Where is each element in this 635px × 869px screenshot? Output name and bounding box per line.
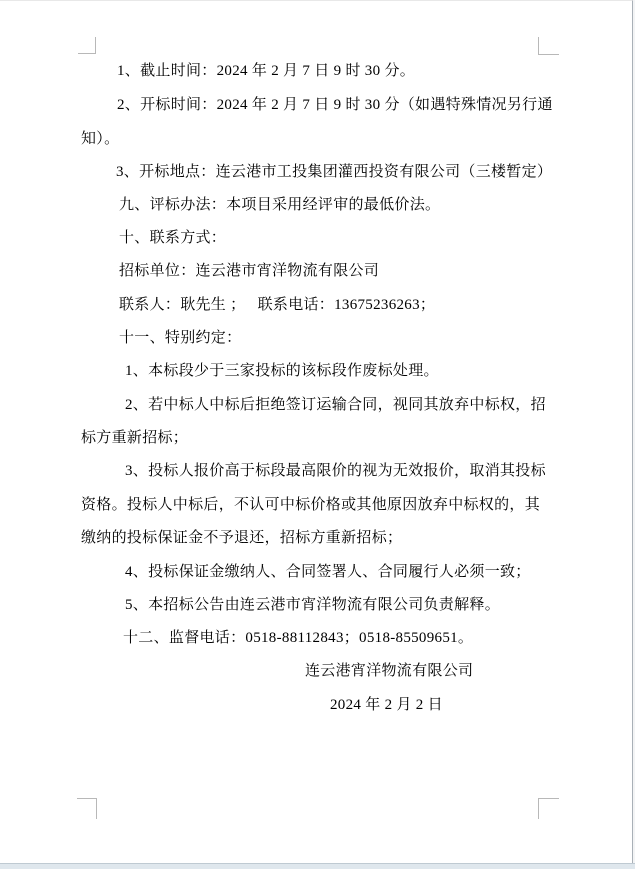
margin-corner-mark-bottom-left (77, 798, 97, 819)
doc-line-signature-date: 2024 年 2 月 2 日 (330, 697, 443, 713)
margin-corner-mark-bottom-right (538, 798, 559, 819)
doc-line-term-1: 1、本标段少于三家投标的该标段作废标处理。 (125, 363, 439, 379)
doc-line-special-terms-head: 十一、特别约定： (119, 330, 242, 346)
doc-line-term-3-cont-1: 资格。投标人中标后，不认可中标价格或其他原因放弃中标权的，其 (81, 497, 541, 513)
doc-line-open-location: 3、开标地点：连云港市工投集团灌西投资有限公司（三楼暂定） (116, 164, 553, 180)
doc-line-evaluation-method: 九、评标办法：本项目采用经评审的最低价法。 (119, 197, 441, 213)
doc-line-open-time-cont: 知）。 (81, 131, 120, 147)
margin-corner-mark-top-left (78, 37, 96, 54)
doc-line-open-time: 2、开标时间：2024 年 2 月 7 日 9 时 30 分（如遇特殊情况另行通 (117, 97, 553, 113)
doc-line-signature-company: 连云港宵洋物流有限公司 (305, 663, 474, 679)
doc-line-term-5: 5、本招标公告由连云港市宵洋物流有限公司负责解释。 (125, 597, 501, 613)
doc-line-term-4: 4、投标保证金缴纳人、合同签署人、合同履行人必须一致； (125, 564, 531, 580)
doc-line-contact-heading: 十、联系方式： (119, 230, 227, 246)
doc-line-contact-person: 联系人：耿先生 ； 联系电话：13675236263； (119, 297, 436, 313)
doc-line-tender-unit: 招标单位：连云港市宵洋物流有限公司 (119, 263, 380, 279)
doc-line-term-3: 3、投标人报价高于标段最高限价的视为无效报价，取消其投标 (125, 463, 546, 479)
doc-line-supervise-phone: 十二、监督电话：0518-88112843；0518-85509651。 (123, 630, 474, 646)
doc-line-term-2: 2、若中标人中标后拒绝签订运输合同，视同其放弃中标权，招 (125, 397, 546, 413)
doc-line-deadline: 1、截止时间：2024 年 2 月 7 日 9 时 30 分。 (117, 63, 416, 79)
doc-line-term-2-cont: 标方重新招标； (81, 430, 189, 446)
doc-line-term-3-cont-2: 缴纳的投标保证金不予退还，招标方重新招标； (81, 530, 403, 546)
margin-corner-mark-top-right (538, 37, 559, 55)
workspace-bottom-band (0, 863, 635, 869)
